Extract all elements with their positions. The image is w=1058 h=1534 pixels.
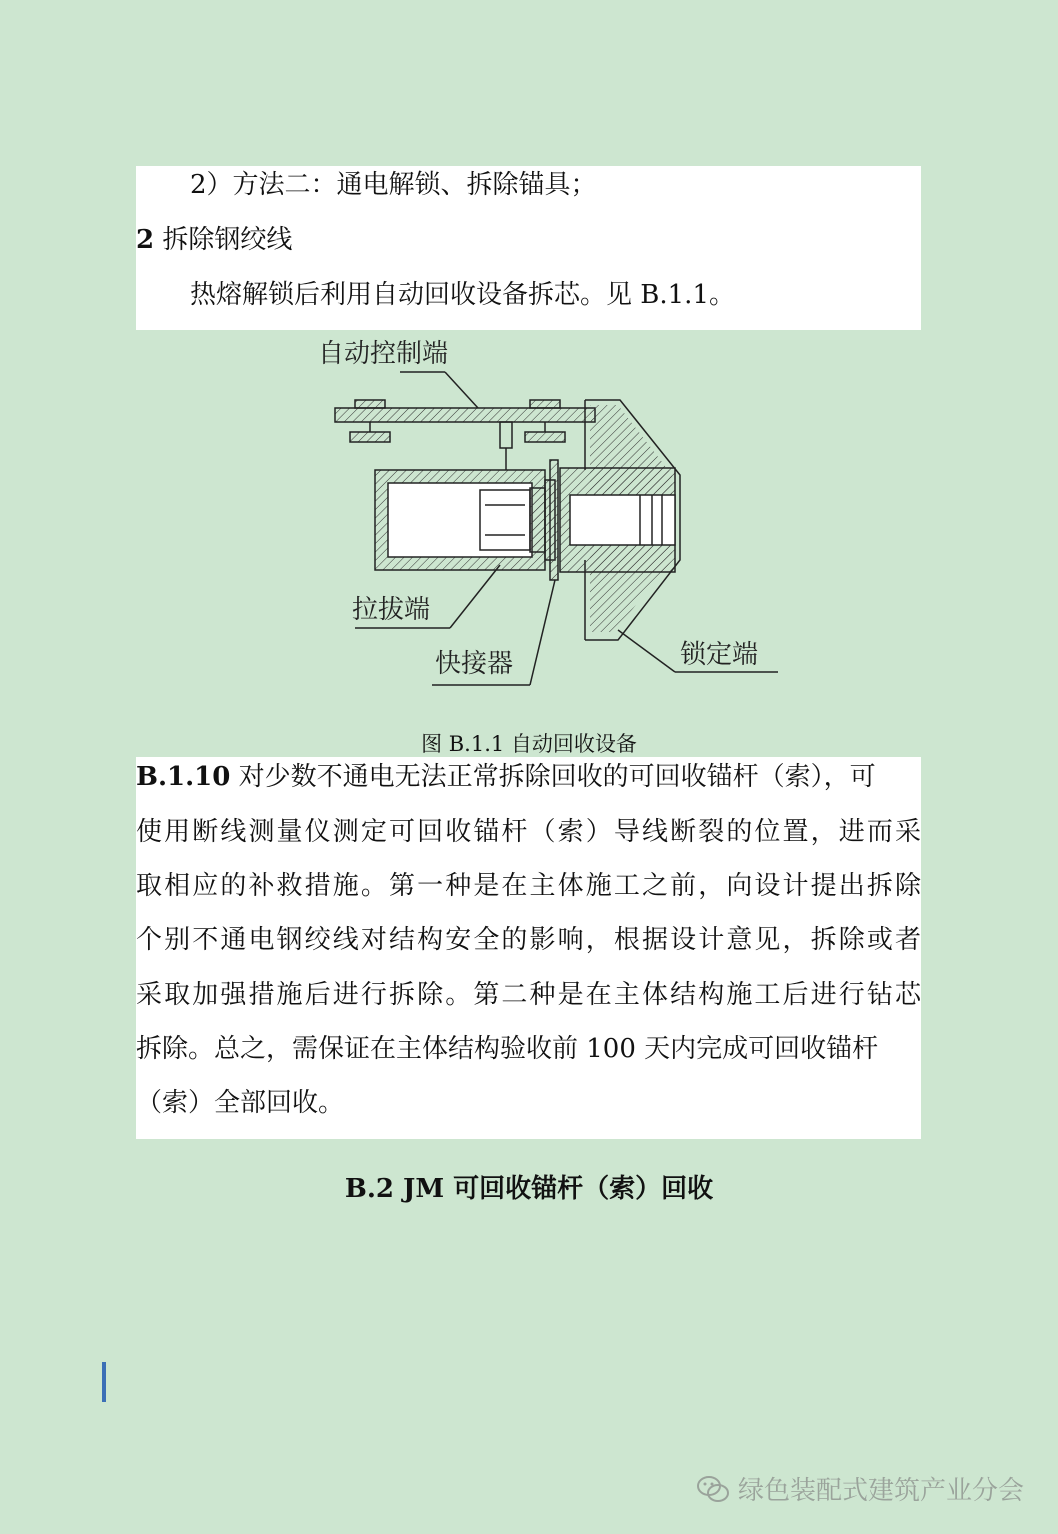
clause-number: B.1.10	[136, 762, 231, 792]
label-pull-end: 拉拔端	[352, 595, 431, 625]
clause-line-1	[136, 762, 921, 792]
clause-line-6: 拆除。总之，需保证在主体结构验收前 100 天内完成可回收锚杆	[136, 1034, 879, 1064]
clause-line-2: 使用断线测量仪测定可回收锚杆（索）导线断裂的位置，进而采	[136, 817, 921, 847]
label-quick-connector: 快接器	[435, 649, 514, 679]
section-heading	[136, 225, 292, 255]
clause-line-7: （索）全部回收。	[136, 1088, 345, 1118]
method-two-line: 2）方法二：通电解锁、拆除锚具；	[190, 170, 597, 200]
margin-marker	[102, 1362, 106, 1402]
footer-watermark	[696, 1470, 1024, 1507]
clause-line-3: 取相应的补救措施。第一种是在主体施工之前，向设计提出拆除	[136, 871, 921, 901]
account-name: 绿色装配式建筑产业分会	[737, 1476, 1024, 1506]
hot-melt-line: 热熔解锁后利用自动回收设备拆芯。见 B.1.1。	[190, 280, 735, 310]
section-b2-heading: B.2 JM 可回收锚杆（索）回收	[344, 1174, 714, 1204]
label-auto-control: 自动控制端	[318, 339, 449, 369]
clause-line-5: 采取加强措施后进行拆除。第二种是在主体结构施工后进行钻芯	[136, 980, 921, 1010]
clause-line-1-text: 对少数不通电无法正常拆除回收的可回收锚杆（索），可	[238, 762, 876, 792]
section-number: 2	[136, 225, 155, 255]
section-title: 拆除钢绞线	[162, 225, 293, 255]
auto-recovery-device-figure	[300, 330, 780, 690]
clause-line-4: 个别不通电钢绞线对结构安全的影响，根据设计意见，拆除或者	[136, 925, 921, 955]
figure-caption: 图 B.1.1 自动回收设备	[421, 732, 637, 756]
wechat-icon	[696, 1474, 730, 1504]
label-lock-end: 锁定端	[680, 640, 759, 670]
